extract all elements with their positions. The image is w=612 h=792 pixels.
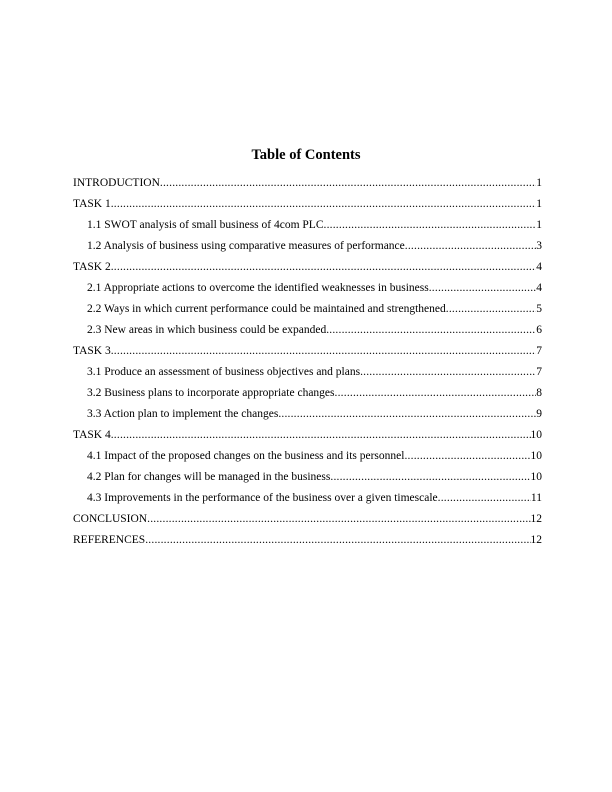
toc-dot-leader [438, 488, 531, 509]
toc-entry-label: 3.2 Business plans to incorporate appropriate changes [87, 387, 335, 399]
toc-entry-task-4[interactable] [73, 425, 542, 446]
toc-entry-label: 4.1 Impact of the proposed changes on the business and its personnel [87, 450, 405, 462]
toc-entry-page-number: 1 [536, 219, 542, 231]
toc-entry-4-2[interactable] [73, 467, 542, 488]
toc-dot-leader [360, 362, 536, 383]
toc-entry-page-number: 1 [536, 198, 542, 210]
toc-entry-page-number: 10 [530, 471, 542, 483]
toc-entry-label: INTRODUCTION [73, 177, 160, 189]
toc-dot-leader [145, 530, 530, 551]
toc-entry-page-number: 4 [536, 282, 542, 294]
toc-dot-leader [147, 509, 530, 530]
toc-entry-page-number: 4 [536, 261, 542, 273]
toc-dot-leader [330, 467, 530, 488]
toc-entry-2-2[interactable] [73, 299, 542, 320]
toc-entry-page-number: 9 [536, 408, 542, 420]
toc-entry-page-number: 10 [530, 429, 542, 441]
toc-entry-page-number: 12 [530, 513, 542, 525]
toc-dot-leader [429, 278, 537, 299]
toc-entry-page-number: 8 [536, 387, 542, 399]
toc-dot-leader [324, 215, 537, 236]
toc-dot-leader [111, 425, 531, 446]
toc-entry-introduction[interactable] [73, 173, 542, 194]
toc-dot-leader [404, 446, 530, 467]
toc-list [73, 173, 542, 551]
toc-entry-label: 3.3 Action plan to implement the changes [87, 408, 279, 420]
toc-entry-page-number: 1 [536, 177, 542, 189]
toc-entry-task-2[interactable] [73, 257, 542, 278]
toc-entry-label: TASK 3 [73, 345, 111, 357]
toc-entry-2-3[interactable] [73, 320, 542, 341]
toc-entry-label: TASK 1 [73, 198, 111, 210]
toc-entry-page-number: 7 [536, 345, 542, 357]
toc-entry-label: 2.1 Appropriate actions to overcome the identified weaknesses in business [87, 282, 429, 294]
toc-entry-conclusion[interactable] [73, 509, 542, 530]
toc-entry-references[interactable] [73, 530, 542, 551]
toc-entry-page-number: 10 [530, 450, 542, 462]
toc-dot-leader [111, 194, 537, 215]
toc-entry-3-2[interactable] [73, 383, 542, 404]
toc-entry-2-1[interactable] [73, 278, 542, 299]
toc-entry-3-3[interactable] [73, 404, 542, 425]
toc-entry-1-2[interactable] [73, 236, 542, 257]
toc-dot-leader [111, 257, 537, 278]
toc-entry-task-3[interactable] [73, 341, 542, 362]
toc-entry-label: 1.1 SWOT analysis of small business of 4com PLC [87, 219, 324, 231]
toc-entry-page-number: 3 [536, 240, 542, 252]
toc-entry-page-number: 11 [530, 492, 542, 504]
toc-entry-label: 4.2 Plan for changes will be managed in the business [87, 471, 331, 483]
toc-entry-label: TASK 4 [73, 429, 111, 441]
toc-entry-4-3[interactable] [73, 488, 542, 509]
toc-entry-label: 3.1 Produce an assessment of business objectives and plans [87, 366, 361, 378]
toc-entry-task-1[interactable] [73, 194, 542, 215]
toc-entry-label: CONCLUSION [73, 513, 148, 525]
toc-dot-leader [446, 299, 536, 320]
toc-dot-leader [335, 383, 537, 404]
toc-entry-page-number: 6 [536, 324, 542, 336]
toc-entry-label: TASK 2 [73, 261, 111, 273]
toc-dot-leader [326, 320, 536, 341]
toc-entry-label: 2.3 New areas in which business could be expanded [87, 324, 327, 336]
toc-entry-4-1[interactable] [73, 446, 542, 467]
toc-entry-label: 1.2 Analysis of business using comparative measures of performance [87, 240, 405, 252]
toc-dot-leader [111, 341, 537, 362]
toc-entry-page-number: 5 [536, 303, 542, 315]
toc-entry-label: 4.3 Improvements in the performance of the business over a given timescale [87, 492, 438, 504]
toc-entry-label: 2.2 Ways in which current performance could be maintained and strengthened [87, 303, 446, 315]
toc-dot-leader [278, 404, 536, 425]
toc-entry-page-number: 12 [530, 534, 542, 546]
toc-entry-label: REFERENCES [73, 534, 146, 546]
toc-entry-1-1[interactable] [73, 215, 542, 236]
toc-title: Table of Contents [251, 147, 361, 163]
toc-entry-page-number: 7 [536, 366, 542, 378]
toc-dot-leader [405, 236, 536, 257]
toc-dot-leader [160, 173, 536, 194]
toc-entry-3-1[interactable] [73, 362, 542, 383]
